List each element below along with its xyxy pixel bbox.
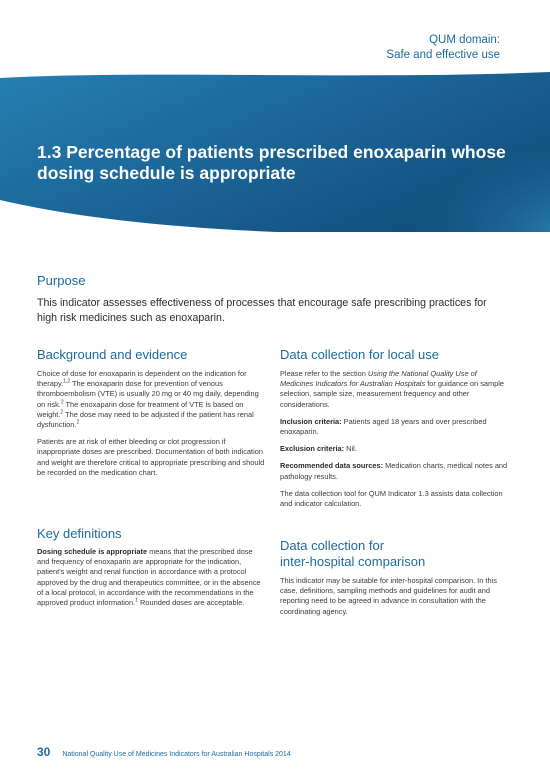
page-footer <box>37 745 291 759</box>
definitions-heading: Key definitions <box>37 526 122 541</box>
background-text <box>37 369 265 485</box>
inclusion-criteria: Inclusion criteria: Patients aged 18 years and over prescribed enoxaparin. <box>280 416 487 437</box>
inter-hospital-heading: Data collection for inter-hospital comparison <box>280 538 426 569</box>
local-use-text <box>280 369 510 516</box>
page-number: 30 <box>37 745 51 759</box>
definitions-text: Dosing schedule is appropriate means that the prescribed dose and frequency of enoxaparin are appropriate for the indication, patient's weight and renal function in accordance with a protocol approved by the drug and therapeutics committee, or in the absence of a local protocol, in accordance with the recommendations in the approved product information.$^1$ Rounded doses are acceptable. <box>37 547 261 608</box>
qum-domain-label <box>386 33 500 63</box>
qum-domain-line1: QUM domain: <box>429 34 500 46</box>
publication-title: National Quality Use of Medicines Indicators for Australian Hospitals 2014 <box>62 751 291 758</box>
local-use-paragraph: Please refer to the section Using the National Quality Use of Medicines Indicators for Australian Hospitals for guidance on sample selection, sample size, measurement frequency and other considerations. <box>280 369 505 409</box>
section-title: Antithrombotic therapy <box>37 44 192 60</box>
indicator-title: Percentage of patients prescribed enoxaparin whose dosing schedule is appropriate <box>37 142 506 183</box>
purpose-heading: Purpose <box>37 273 86 288</box>
data-collection-tool-note: The data collection tool for QUM Indicator 1.3 assists data collection and indicator calculation. <box>280 488 503 509</box>
inter-hospital-text: This indicator may be suitable for inter-hospital comparison. In this case, definitions, sampling methods and guidelines for audit and reporting need to be agreed in advance in consultation with the coordinating agency. <box>280 576 497 616</box>
definition-term: Dosing schedule is appropriate <box>37 547 148 556</box>
page-title <box>37 142 517 184</box>
indicator-number: 1.3 <box>37 142 62 162</box>
purpose-body: This indicator assesses effectiveness of processes that encourage safe prescribing practices for high risk medicines such as enoxaparin. <box>37 297 487 324</box>
background-paragraph-2: Patients are at risk of either bleeding or clot progression if inappropriate doses are prescribed. Documentation of both indication and weight are therefore critical to appropriate prescribing and should be recorded on the medication chart. <box>37 437 265 477</box>
qum-domain-line2: Safe and effective use <box>386 49 500 61</box>
referenced-section: Using the National Quality Use of Medicines Indicators for Australian Hospitals <box>280 369 477 389</box>
background-paragraph-1: Choice of dose for enoxaparin is dependent on the indication for therapy.$^{1,2}$ The enoxaparin dose for prevention of venous thromboembolism (VTE) is usually 20 mg or 40 mg daily, depending on risk.$^2$ The enoxaparin dose for treatment of VTE is based on weight.$^2$ The dose may need to be adjusted if the patient has renal dysfunction.$^2$ <box>37 369 259 430</box>
local-use-heading: Data collection for local use <box>280 347 439 362</box>
background-heading: Background and evidence <box>37 347 188 362</box>
data-sources: Recommended data sources: Medication charts, medical notes and pathology results. <box>280 461 508 481</box>
exclusion-criteria: Exclusion criteria: Nil. <box>280 444 357 454</box>
